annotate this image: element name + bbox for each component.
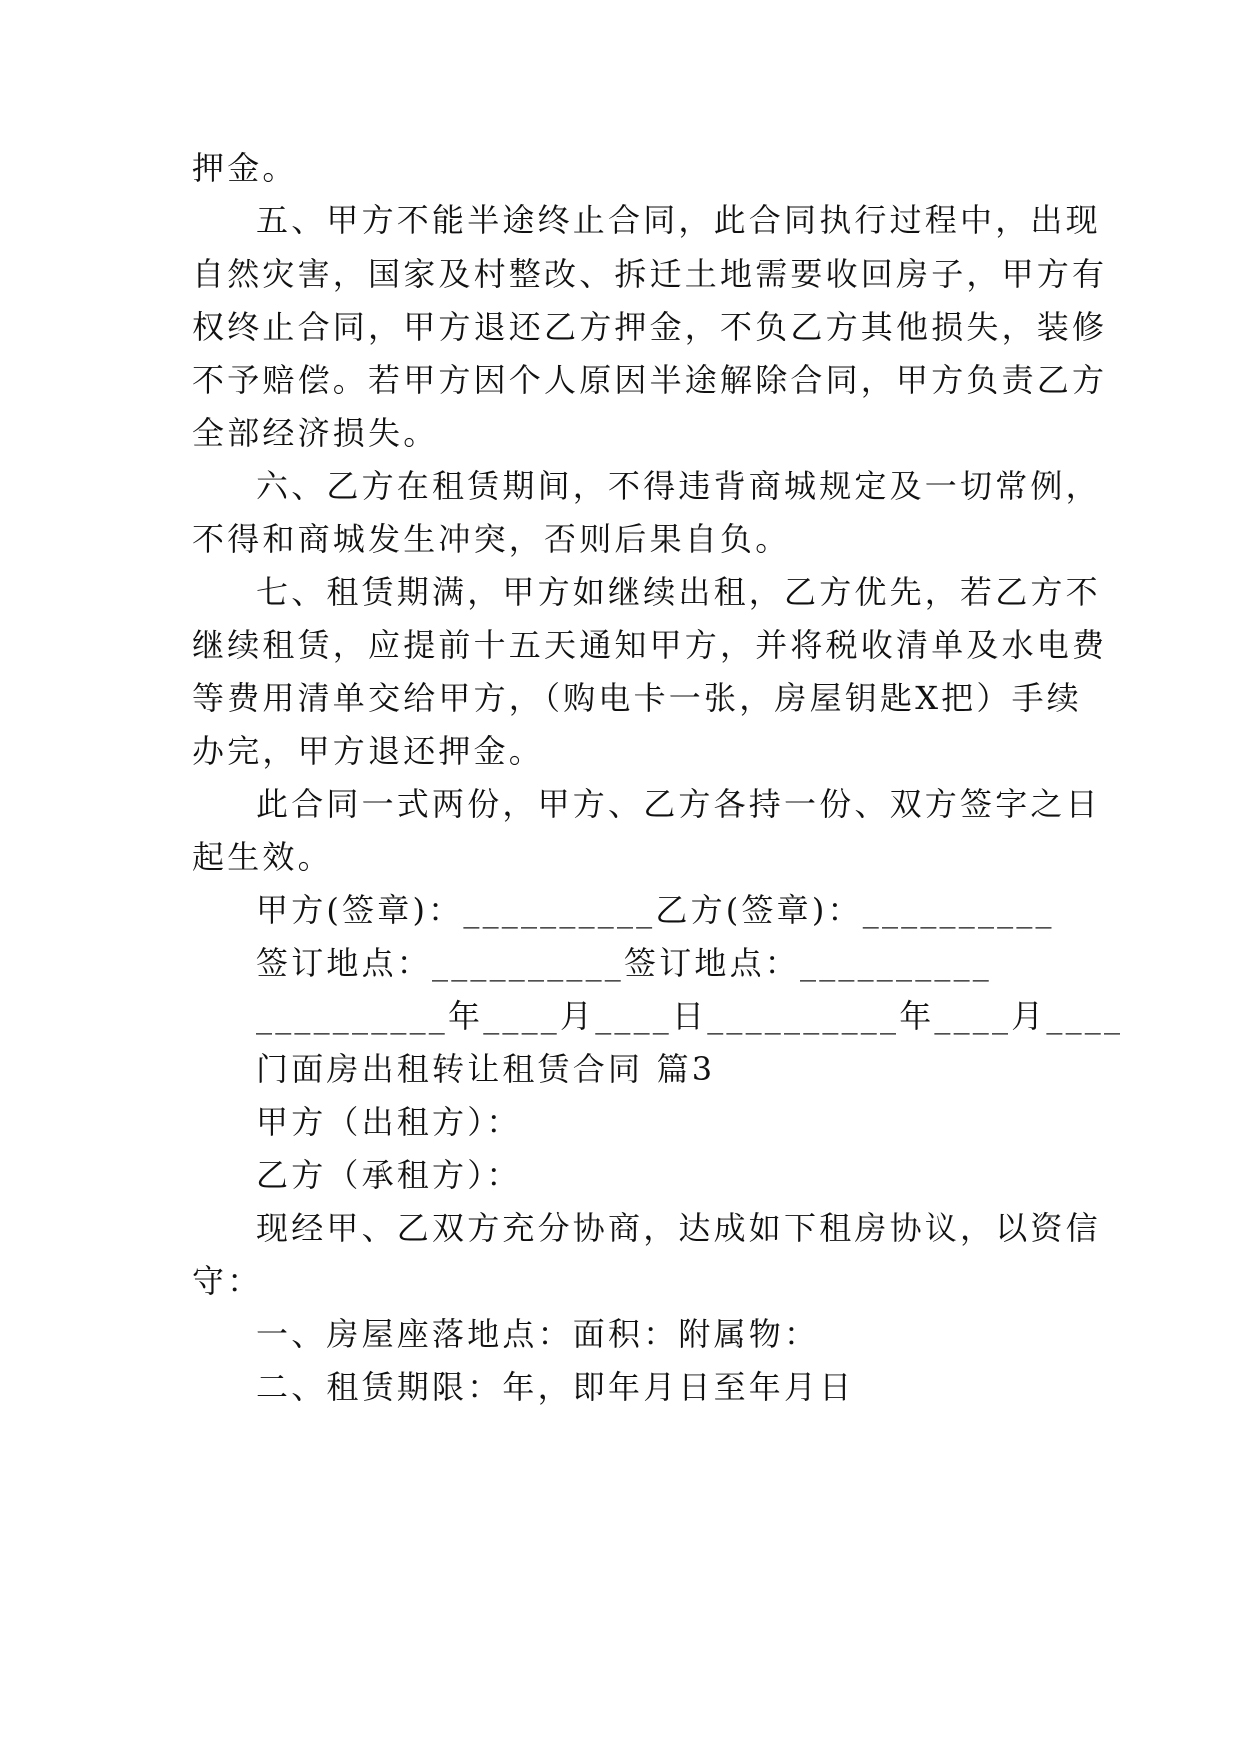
sign-location-line: 签订地点：__________签订地点：__________: [256, 944, 993, 982]
text-line: 守：: [192, 1262, 263, 1300]
text-line: 起生效。: [192, 838, 333, 876]
text-line: 不得和商城发生冲突，否则后果自负。: [192, 520, 791, 558]
clause-1-line: 一、房屋座落地点：面积：附属物：: [256, 1315, 820, 1353]
text-line: 全部经济损失。: [192, 414, 439, 452]
party-a-line: 甲方（出租方）：: [256, 1103, 522, 1141]
clause-2-line: 二、租赁期限：年，即年月日至年月日: [256, 1368, 855, 1406]
clause-5-line: 五、甲方不能半途终止合同，此合同执行过程中，出现: [256, 201, 1101, 239]
text-line: 继续租赁，应提前十五天通知甲方，并将税收清单及水电费: [192, 626, 1108, 664]
text-line: 自然灾害，国家及村整改、拆迁土地需要收回房子，甲方有: [192, 255, 1108, 293]
clause-7-line: 七、租赁期满，甲方如继续出租，乙方优先，若乙方不: [256, 573, 1101, 611]
text-line: 权终止合同，甲方退还乙方押金，不负乙方其他损失，装修: [192, 308, 1108, 346]
section-heading: 门面房出租转让租赁合同 篇3: [256, 1050, 716, 1088]
agreement-intro-line: 现经甲、乙双方充分协商，达成如下租房协议，以资信: [256, 1209, 1101, 1247]
copies-clause-line: 此合同一式两份，甲方、乙方各持一份、双方签字之日: [256, 785, 1101, 823]
date-line: __________年____月____日__________年____月____: [256, 997, 1124, 1035]
signature-line: 甲方(签章)：__________乙方(签章)：__________: [256, 891, 1055, 929]
text-line: 等费用清单交给甲方，（购电卡一张，房屋钥匙X把）手续: [192, 679, 1082, 717]
text-line: 不予赔偿。若甲方因个人原因半途解除合同，甲方负责乙方: [192, 361, 1108, 399]
text-line: 办完，甲方退还押金。: [192, 732, 545, 770]
clause-6-line: 六、乙方在租赁期间，不得违背商城规定及一切常例，: [256, 467, 1101, 505]
text-line: 押金。: [192, 149, 298, 187]
party-b-line: 乙方（承租方）：: [256, 1156, 522, 1194]
